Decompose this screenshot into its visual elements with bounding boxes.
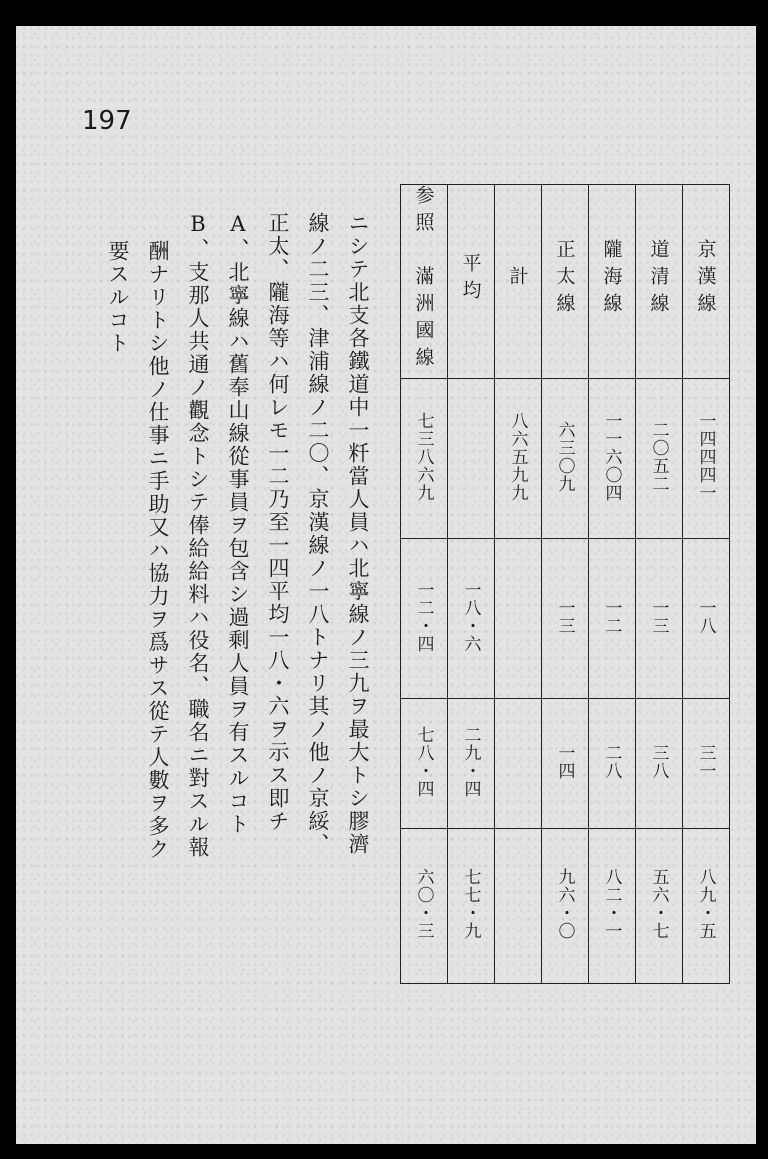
table-cell: 一三 bbox=[636, 539, 683, 699]
table-cell bbox=[495, 829, 542, 984]
table-cell: 七三八六九 bbox=[401, 379, 448, 539]
table-cell: 一二 bbox=[589, 539, 636, 699]
table-cell: 九六・〇 bbox=[542, 829, 589, 984]
table-cell: 七八・四 bbox=[401, 699, 448, 829]
table-cell bbox=[448, 379, 495, 539]
paragraph-line: B、支那人共通ノ觀念トシテ俸給給料ハ役名、職名ニ對スル報 bbox=[186, 212, 210, 859]
paragraph-line: 線ノ二三、津浦線ノ二〇、京漢線ノ一八トナリ其ノ他ノ京綏、 bbox=[306, 212, 330, 856]
table-cell: 二八 bbox=[589, 699, 636, 829]
paragraph-line: A、北寧線ハ舊奉山線從事員ヲ包含シ過剩人員ヲ有スルコト bbox=[226, 212, 250, 836]
table-row bbox=[401, 829, 730, 984]
table-cell: 計 bbox=[495, 185, 542, 379]
table-cell: 一八 bbox=[683, 539, 730, 699]
table-cell: 平均 bbox=[448, 185, 495, 379]
table-cell: 八二・一 bbox=[589, 829, 636, 984]
table-cell: 八六五九九 bbox=[495, 379, 542, 539]
paragraph-line: ニシテ北支各鐵道中一粁當人員ハ北寧線ノ三九ヲ最大トシ膠濟 bbox=[346, 212, 370, 856]
table-cell: 六三〇九 bbox=[542, 379, 589, 539]
table-cell: 一八・六 bbox=[448, 539, 495, 699]
table-cell: 三一 bbox=[683, 699, 730, 829]
table-cell: 参照 滿洲國線 bbox=[401, 185, 448, 379]
table-cell: 三八 bbox=[636, 699, 683, 829]
table-cell: 京漢線 bbox=[683, 185, 730, 379]
document-page bbox=[16, 26, 756, 1144]
paragraph-line: 要スルコト bbox=[106, 240, 130, 355]
table-cell: 一一六〇四 bbox=[589, 379, 636, 539]
table-cell: 八九・五 bbox=[683, 829, 730, 984]
table-cell: 七七・九 bbox=[448, 829, 495, 984]
table-cell: 一三 bbox=[542, 539, 589, 699]
page-number: 197 bbox=[82, 106, 132, 136]
table-row bbox=[401, 379, 730, 539]
table-header-row bbox=[401, 185, 730, 379]
table-cell: 一二・四 bbox=[401, 539, 448, 699]
table-cell bbox=[495, 539, 542, 699]
table-cell: 一四四四一 bbox=[683, 379, 730, 539]
table-cell: 一四 bbox=[542, 699, 589, 829]
table-cell: 隴海線 bbox=[589, 185, 636, 379]
table-row bbox=[401, 539, 730, 699]
table-cell: 二九・四 bbox=[448, 699, 495, 829]
paragraph-line: 正太、隴海等ハ何レモ一二乃至一四平均一八・六ヲ示ス即チ bbox=[266, 212, 290, 833]
table-cell: 五六・七 bbox=[636, 829, 683, 984]
table-cell: 二〇五二 bbox=[636, 379, 683, 539]
table-cell: 六〇・三 bbox=[401, 829, 448, 984]
table-cell bbox=[495, 699, 542, 829]
paragraph-line: 酬ナリトシ他ノ仕事ニ手助又ハ協力ヲ爲サス從テ人數ヲ多ク bbox=[146, 240, 170, 861]
table-cell: 正太線 bbox=[542, 185, 589, 379]
statistics-table bbox=[400, 184, 730, 984]
table-cell: 道清線 bbox=[636, 185, 683, 379]
table-row bbox=[401, 699, 730, 829]
